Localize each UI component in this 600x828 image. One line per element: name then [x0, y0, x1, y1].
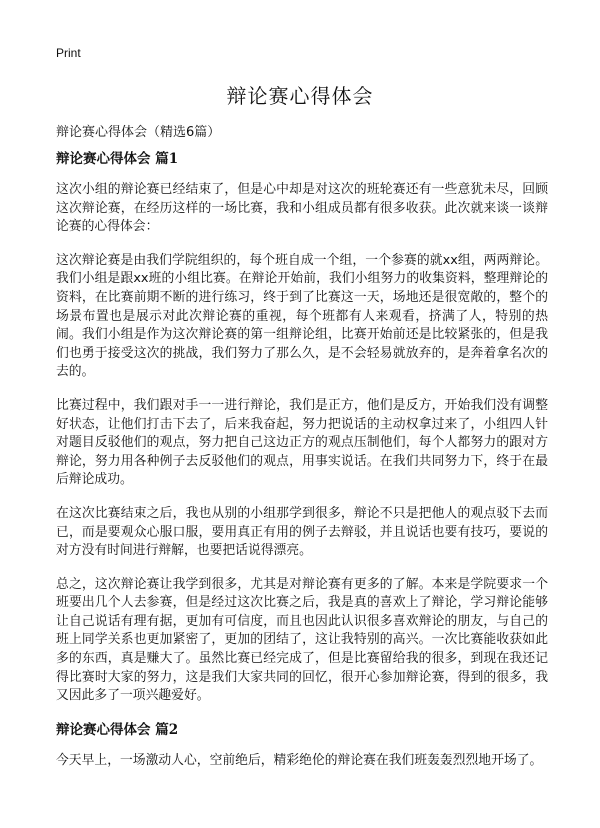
- paragraph: 这次辩论赛是由我们学院组织的，每个班自成一个组，一个参赛的就xx组，两两辩论。我们小组是跟xx班的小组比赛。在辩论开始前，我们小组努力的收集资料，整理辩论的资料，在比赛前期不断的进行练习，终于到了比赛这一天，场地还是很宽敞的，整个的场景布置也是展示对此次辩论赛的重视，每个班都有人来观看，挤满了人，特别的热闹。我们小组是作为这次辩论赛的第一组辩论组，比赛开始前还是比较紧张的，但是我们也勇于接受这次的挑战，我们努力了那么久，是不会轻易就放弃的，是奔着拿名次的去的。: [56, 252, 548, 380]
- paragraph: 这次小组的辩论赛已经结束了，但是心中却是对这次的班轮赛还有一些意犹未尽，回顾这次辩论赛，在经历这样的一场比赛，我和小组成员都有很多收获。此次就来谈一谈辩论赛的心得体会：: [56, 182, 548, 235]
- document-subtitle: 辩论赛心得体会（精选6篇）: [56, 125, 221, 140]
- paragraph: 在这次比赛结束之后，我也从别的小组那学到很多，辩论不只是把他人的观点驳下去而已，而是要观众心服口服，要用真正有用的例子去辩驳，并且说话也要有技巧，要说的对方没有时间进行辩解，也要把话说得漂亮。: [56, 505, 548, 559]
- document-body: [56, 150, 548, 785]
- section-heading: 辩论赛心得体会 篇1: [56, 151, 179, 167]
- section-2: [56, 721, 548, 771]
- section-1: [56, 150, 548, 706]
- paragraph: 今天早上，一场激动人心，空前绝后，精彩绝伦的辩论赛在我们班轰轰烈烈地开场了。: [56, 752, 543, 768]
- section-heading: 辩论赛心得体会 篇2: [56, 721, 179, 738]
- paragraph: 比赛过程中，我们跟对手一一进行辩论，我们是正方，他们是反方，开始我们没有调整好状态，让他们打击下去了，后来我奋起，努力把说话的主动权拿过来了，小组四人针对题目反驳他们的观点，努力把自己这边正方的观点压制他们，每个人都努力的跟对方辩论，努力用各种例子去反驳他们的观点，用事实说话。在我们共同努力下，终于在最后辩论成功。: [56, 397, 548, 488]
- print-link[interactable]: Print: [56, 46, 81, 60]
- paragraph: 总之，这次辩论赛让我学到很多，尤其是对辩论赛有更多的了解。本来是学院要求一个班要出几个人去参赛，但是经过这次比赛之后，我是真的喜欢上了辩论，学习辩论能够让自己说话有理有据，更加有可信度，而且也因此认识很多喜欢辩论的朋友，与自己的班上同学关系也更加紧密了，更加的团结了，这让我特别的高兴。一次比赛能收获如此多的东西，真是赚大了。虽然比赛已经完成了，但是比赛留给我的很多，到现在我还记得比赛时大家的努力，这是我们大家共同的回忆，很开心参加辩论赛，得到的很多，我又因此多了一项兴趣爱好。: [56, 576, 548, 704]
- page-title: 辩论赛心得体会: [226, 84, 374, 108]
